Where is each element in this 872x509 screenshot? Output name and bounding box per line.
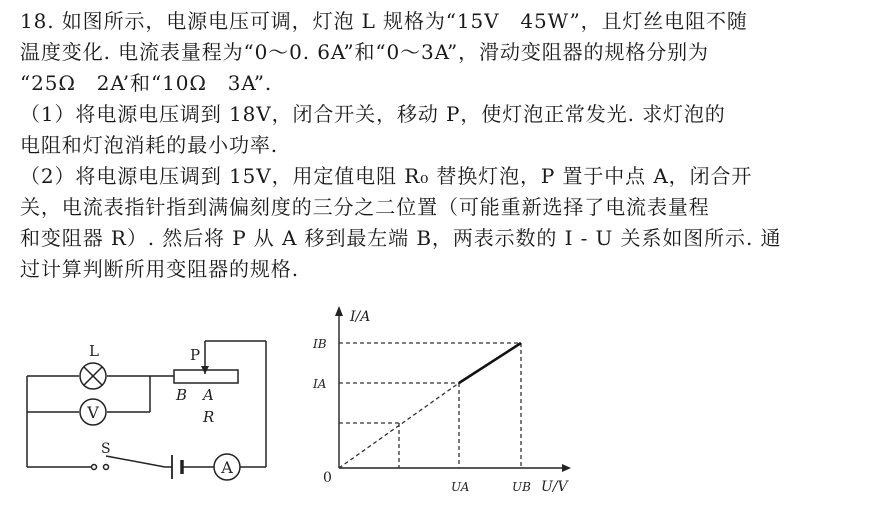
lamp-label: L (89, 342, 99, 360)
switch-contact (92, 465, 97, 470)
y-axis-label: I/A (350, 309, 371, 325)
y-axis-arrow-icon (335, 306, 343, 316)
switch-label: S (101, 441, 111, 457)
problem-line: （2）将电源电压调到 15V，用定值电阻 R₀ 替换灯泡，P 置于中点 A，闭合开 (20, 164, 753, 188)
problem-line: 过计算判断所用变阻器的规格. (20, 257, 299, 281)
slider-label: P (190, 346, 201, 364)
rheostat-label: R (203, 408, 215, 426)
point-a-label: A (203, 386, 214, 404)
problem-line: （1）将电源电压调到 18V，闭合开关，移动 P，使灯泡正常发光. 求灯泡的 (20, 102, 726, 126)
iu-graph (335, 306, 571, 472)
problem-line: “25Ω 2A’和“10Ω 3A”. (20, 71, 273, 95)
ub-label: UB (512, 480, 531, 494)
point-b-label: B (176, 386, 188, 404)
switch-contact (104, 465, 109, 470)
problem-line: 电阻和灯泡消耗的最小功率. (20, 133, 279, 157)
x-axis-arrow-icon (562, 464, 571, 472)
solid-series-line (459, 343, 521, 383)
dashed-series-line (339, 383, 459, 468)
ua-label: UA (451, 480, 470, 494)
ammeter-symbol: A (221, 458, 233, 477)
circuit-wire (106, 456, 165, 467)
problem-line: 18. 如图所示，电源电压可调，灯泡 L 规格为“15V 45W”，且灯丝电阻不随 (20, 9, 748, 33)
problem-line: 温度变化. 电流表量程为“0～0. 6A”和“0～3A”，滑动变阻器的规格分别为 (20, 40, 709, 64)
problem-line: 和变阻器 R）. 然后将 P 从 A 移到最左端 B，两表示数的 I - U 关系如图所示. 通 (20, 226, 782, 250)
problem-line: 关，电流表指针指到满偏刻度的三分之二位置（可能重新选择了电流表量程 (20, 195, 710, 219)
x-axis-label: U/V (541, 479, 568, 495)
ia-label: IA (313, 377, 327, 391)
ib-label: IB (313, 337, 327, 351)
voltmeter-symbol: V (87, 403, 99, 422)
origin-label: 0 (323, 470, 332, 486)
